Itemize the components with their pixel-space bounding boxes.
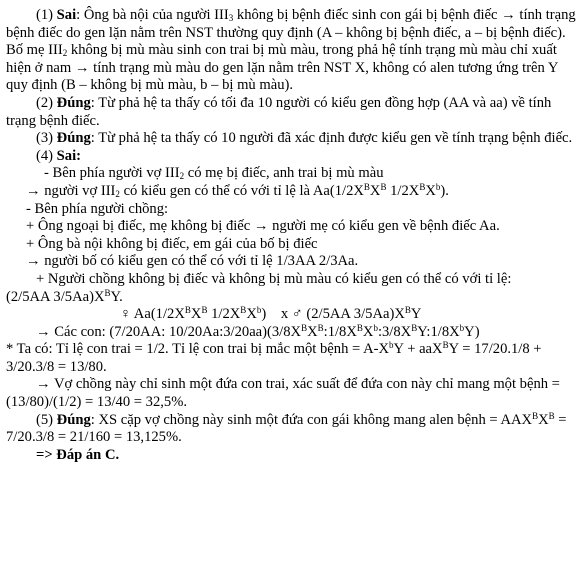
statement-number: (4) xyxy=(36,147,57,164)
verdict-label: Đúng xyxy=(56,411,91,428)
probability-line: → Vợ chồng này chỉ sinh một đứa con trai, xác suất để đứa con này chỉ mang một bệnh = (13/80)/(1/2) = 13/40 = 32,5%. xyxy=(6,376,560,411)
offspring-line: → Các con: (7/20AA: $10/20Aa:3/20aa)(3/8X^BX^B:1/8X^BX^b:3/8X^BY:1/8X^bY)$ xyxy=(36,322,480,340)
statement-1: (1) Sai: Ông bà nội của người $III_3$ không bị bệnh điếc sinh con gái bị bệnh điếc → tính trạng bệnh điếc do gen lặn nằm trên NST thường quy định (A – không bị bệnh điếc, a – bị bệnh điếc). Bố mẹ $III_2$ không bị mù màu sinh con trai bị mù màu, trong phả hệ tính trạng mù màu chỉ xuất hiện ở nam → tính trạng mù màu do gen lặn nằm trên NST X, không có alen tương ứng trên Y quy định (B – không bị mù màu, b – bị mù màu). xyxy=(6,7,576,94)
statement-4-heading: (4) Sai: xyxy=(36,147,82,164)
wife-genotype-line: → người vợ $III_2$ có kiểu gen có thể có với tỉ lệ là $Aa(1/2X^BX^B$ $1/2X^BX^b$). xyxy=(26,181,449,199)
statement-5: (5) Đúng: XS cặp vợ chồng này sinh một đứa con gái không mang alen bệnh = $AAX^BX^B = 7/20.3/8 = 21/160 = 13,125\%$. xyxy=(6,410,567,446)
verdict-label: Đúng xyxy=(56,130,91,147)
verdict-label: Đúng xyxy=(56,94,91,111)
statement-number: (2) xyxy=(36,94,57,111)
male-symbol-icon: ♂ xyxy=(291,306,303,323)
note-line: * Ta có: Tỉ lệ con trai = 1/2. Tỉ lệ con trai bị mắc một bệnh = $A-X^bY + aaX^BY = 17/20.1/8 + 3/20.3/8 = 13/80$. xyxy=(6,340,542,375)
husband-side-line: - Bên phía người chồng: xyxy=(26,200,169,217)
husband-mother-line: + Ông ngoại bị điếc, mẹ không bị điếc → người mẹ có kiểu gen về bệnh điếc Aa. xyxy=(26,218,500,235)
husband-genotype-line: + Người chồng không bị điếc và không bị mù màu có kiểu gen có thể có với tỉ lệ: xyxy=(36,270,512,287)
husband-genotype-ratio: (2/5AA $3/5Aa)X^BY$. xyxy=(6,287,123,305)
female-symbol-icon: ♀ xyxy=(120,306,131,323)
verdict-label: Sai xyxy=(56,147,77,164)
husband-father-side-line: + Ông bà nội không bị điếc, em gái của bố bị điếc xyxy=(26,235,318,252)
statement-number: (3) xyxy=(36,130,57,147)
wife-side-line: - Bên phía người vợ $III_2$ có mẹ bị điếc, anh trai bị mù màu xyxy=(44,165,384,182)
statement-2: (2) Đúng: Từ phả hệ ta thấy có tối đa 10 người có kiểu gen đồng hợp (AA và aa) về tính trạng bệnh điếc. xyxy=(6,94,552,129)
statement-number: (1) xyxy=(36,7,57,23)
final-answer: => Đáp án C. xyxy=(36,446,120,463)
verdict-label: Sai xyxy=(56,7,77,23)
statement-number: (5) xyxy=(36,411,57,428)
cross-line: ♀ $Aa(1/2X^BX^B$ $1/2X^BX^b$) x ♂ (2/5AA $3/5Aa)X^BY$ xyxy=(120,305,422,323)
statement-3: (3) Đúng: Từ phả hệ ta thấy có 10 người đã xác định được kiểu gen về tính trạng bệnh điếc. xyxy=(36,130,573,147)
husband-father-genotype-line: → người bố có kiểu gen có thể có với tỉ lệ 1/3AA 2/3Aa. xyxy=(26,253,359,270)
